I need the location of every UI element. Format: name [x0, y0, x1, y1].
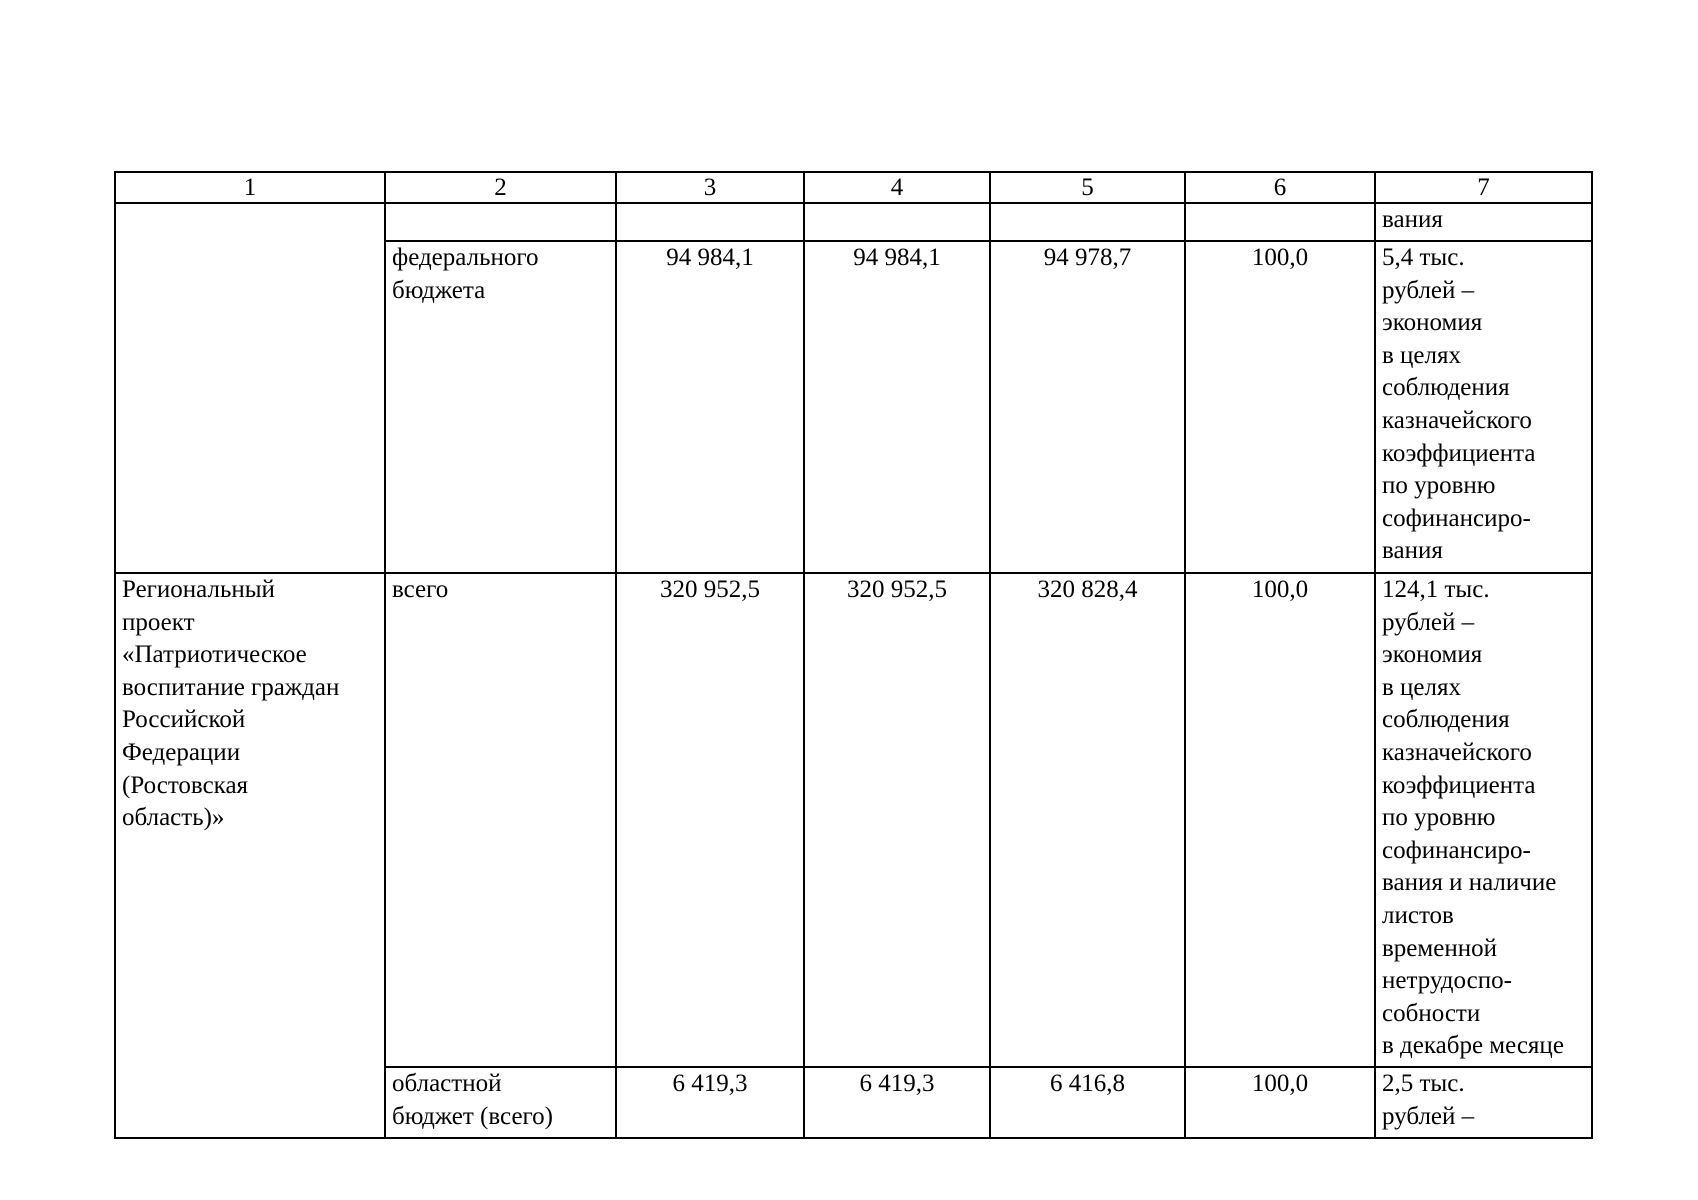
funding-source-cell: областной бюджет (всего): [385, 1067, 616, 1138]
project-name-cell: Региональный проект «Патриотическое воспитание граждан Российской Федерации (Ростовская область)»: [115, 573, 385, 1138]
plan-value-cell: 320 952,5: [616, 573, 804, 1067]
percent-cell: [1185, 203, 1375, 241]
note-cell: вания: [1375, 203, 1592, 241]
table-header-row: [115, 172, 1592, 203]
table-row: [115, 203, 1592, 241]
actual-value-cell: 6 416,8: [990, 1067, 1185, 1138]
plan-value-cell: 94 984,1: [616, 241, 804, 573]
actual-value-cell: [990, 203, 1185, 241]
limit-value-cell: 320 952,5: [804, 573, 990, 1067]
note-cell: 5,4 тыс. рублей – экономия в целях соблюдения казначейского коэффициента по уровню софинансиро- вания: [1375, 241, 1592, 573]
actual-value-cell: 320 828,4: [990, 573, 1185, 1067]
header-cell-2: 2: [385, 172, 616, 203]
header-cell-4: 4: [804, 172, 990, 203]
funding-source-cell: федерального бюджета: [385, 241, 616, 573]
project-name-cell: [115, 203, 385, 573]
actual-value-cell: 94 978,7: [990, 241, 1185, 573]
funding-source-cell: [385, 203, 616, 241]
table-row: [115, 573, 1592, 1067]
percent-cell: 100,0: [1185, 1067, 1375, 1138]
funding-source-cell: всего: [385, 573, 616, 1067]
plan-value-cell: [616, 203, 804, 241]
note-cell: 2,5 тыс. рублей –: [1375, 1067, 1592, 1138]
percent-cell: 100,0: [1185, 573, 1375, 1067]
note-cell: 124,1 тыс. рублей – экономия в целях соблюдения казначейского коэффициента по уровню софинансиро- вания и наличие листов временной нетрудоспо- собности в декабре месяце: [1375, 573, 1592, 1067]
plan-value-cell: 6 419,3: [616, 1067, 804, 1138]
header-cell-7: 7: [1375, 172, 1592, 203]
header-cell-5: 5: [990, 172, 1185, 203]
header-cell-1: 1: [115, 172, 385, 203]
header-cell-3: 3: [616, 172, 804, 203]
budget-table: [114, 171, 1593, 1139]
limit-value-cell: 6 419,3: [804, 1067, 990, 1138]
header-cell-6: 6: [1185, 172, 1375, 203]
percent-cell: 100,0: [1185, 241, 1375, 573]
limit-value-cell: 94 984,1: [804, 241, 990, 573]
limit-value-cell: [804, 203, 990, 241]
